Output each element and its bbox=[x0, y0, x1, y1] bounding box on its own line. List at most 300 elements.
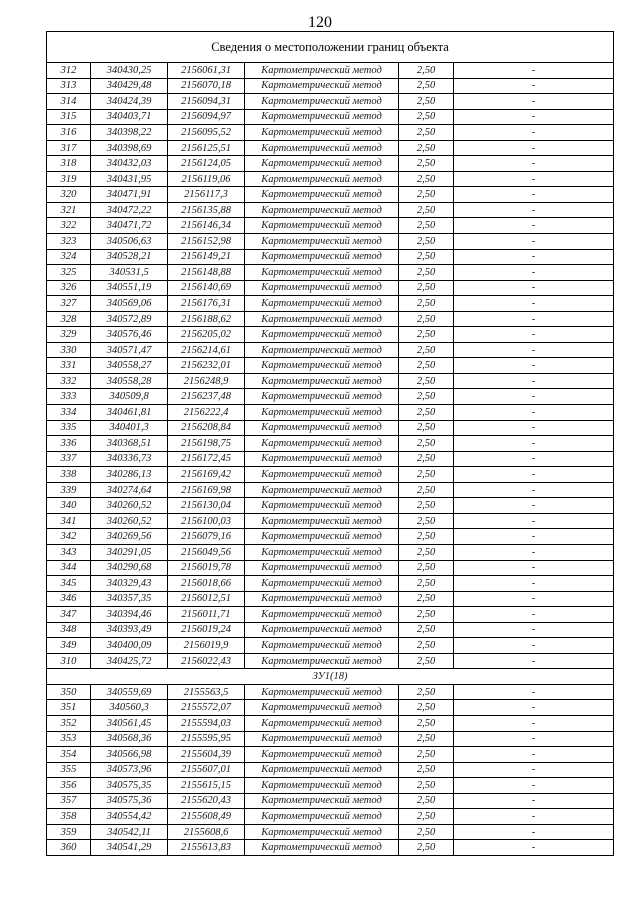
method-cell: Картометрический метод bbox=[245, 607, 399, 623]
table-row bbox=[47, 218, 614, 234]
note-cell: - bbox=[454, 793, 614, 809]
accuracy-cell: 2,50 bbox=[399, 171, 454, 187]
method-cell: Картометрический метод bbox=[245, 840, 399, 856]
y-coordinate-cell: 2156176,31 bbox=[168, 296, 245, 312]
point-number-cell: 312 bbox=[47, 63, 91, 79]
table-row bbox=[47, 140, 614, 156]
method-cell: Картометрический метод bbox=[245, 63, 399, 79]
note-cell: - bbox=[454, 420, 614, 436]
x-coordinate-cell: 340432,03 bbox=[91, 156, 168, 172]
table-row bbox=[47, 715, 614, 731]
point-number-cell: 358 bbox=[47, 809, 91, 825]
point-number-cell: 354 bbox=[47, 747, 91, 763]
note-cell: - bbox=[454, 78, 614, 94]
accuracy-cell: 2,50 bbox=[399, 560, 454, 576]
x-coordinate-cell: 340398,69 bbox=[91, 140, 168, 156]
accuracy-cell: 2,50 bbox=[399, 327, 454, 343]
note-cell: - bbox=[454, 482, 614, 498]
table-row bbox=[47, 684, 614, 700]
note-cell: - bbox=[454, 280, 614, 296]
x-coordinate-cell: 340531,5 bbox=[91, 265, 168, 281]
x-coordinate-cell: 340472,22 bbox=[91, 202, 168, 218]
y-coordinate-cell: 2156188,62 bbox=[168, 311, 245, 327]
x-coordinate-cell: 340528,21 bbox=[91, 249, 168, 265]
method-cell: Картометрический метод bbox=[245, 327, 399, 343]
table-row bbox=[47, 156, 614, 172]
point-number-cell: 321 bbox=[47, 202, 91, 218]
table-row bbox=[47, 467, 614, 483]
y-coordinate-cell: 2156148,88 bbox=[168, 265, 245, 281]
x-coordinate-cell: 340431,95 bbox=[91, 171, 168, 187]
note-cell: - bbox=[454, 560, 614, 576]
table-row bbox=[47, 576, 614, 592]
note-cell: - bbox=[454, 529, 614, 545]
point-number-cell: 359 bbox=[47, 824, 91, 840]
table-title: Сведения о местоположении границ объекта bbox=[47, 32, 614, 63]
method-cell: Картометрический метод bbox=[245, 311, 399, 327]
note-cell: - bbox=[454, 171, 614, 187]
y-coordinate-cell: 2156061,31 bbox=[168, 63, 245, 79]
method-cell: Картометрический метод bbox=[245, 684, 399, 700]
method-cell: Картометрический метод bbox=[245, 389, 399, 405]
table-row bbox=[47, 249, 614, 265]
y-coordinate-cell: 2156232,01 bbox=[168, 358, 245, 374]
x-coordinate-cell: 340471,72 bbox=[91, 218, 168, 234]
point-number-cell: 339 bbox=[47, 482, 91, 498]
accuracy-cell: 2,50 bbox=[399, 140, 454, 156]
point-number-cell: 353 bbox=[47, 731, 91, 747]
x-coordinate-cell: 340430,25 bbox=[91, 63, 168, 79]
note-cell: - bbox=[454, 544, 614, 560]
x-coordinate-cell: 340336,73 bbox=[91, 451, 168, 467]
y-coordinate-cell: 2155572,07 bbox=[168, 700, 245, 716]
accuracy-cell: 2,50 bbox=[399, 94, 454, 110]
note-cell: - bbox=[454, 653, 614, 669]
table-row bbox=[47, 529, 614, 545]
y-coordinate-cell: 2155595,95 bbox=[168, 731, 245, 747]
point-number-cell: 317 bbox=[47, 140, 91, 156]
point-number-cell: 313 bbox=[47, 78, 91, 94]
y-coordinate-cell: 2155608,6 bbox=[168, 824, 245, 840]
note-cell: - bbox=[454, 218, 614, 234]
method-cell: Картометрический метод bbox=[245, 234, 399, 250]
y-coordinate-cell: 2156095,52 bbox=[168, 125, 245, 141]
x-coordinate-cell: 340575,36 bbox=[91, 793, 168, 809]
y-coordinate-cell: 2155615,15 bbox=[168, 778, 245, 794]
point-number-cell: 318 bbox=[47, 156, 91, 172]
accuracy-cell: 2,50 bbox=[399, 187, 454, 203]
note-cell: - bbox=[454, 731, 614, 747]
method-cell: Картометрический метод bbox=[245, 451, 399, 467]
accuracy-cell: 2,50 bbox=[399, 762, 454, 778]
x-coordinate-cell: 340260,52 bbox=[91, 513, 168, 529]
accuracy-cell: 2,50 bbox=[399, 684, 454, 700]
table-row bbox=[47, 824, 614, 840]
method-cell: Картометрический метод bbox=[245, 513, 399, 529]
y-coordinate-cell: 2156018,66 bbox=[168, 576, 245, 592]
method-cell: Картометрический метод bbox=[245, 700, 399, 716]
accuracy-cell: 2,50 bbox=[399, 840, 454, 856]
method-cell: Картометрический метод bbox=[245, 265, 399, 281]
table-row bbox=[47, 498, 614, 514]
method-cell: Картометрический метод bbox=[245, 140, 399, 156]
note-cell: - bbox=[454, 638, 614, 654]
note-cell: - bbox=[454, 451, 614, 467]
note-cell: - bbox=[454, 467, 614, 483]
table-row bbox=[47, 607, 614, 623]
page-number: 120 bbox=[308, 14, 332, 31]
point-number-cell: 330 bbox=[47, 342, 91, 358]
method-cell: Картометрический метод bbox=[245, 171, 399, 187]
table-row bbox=[47, 78, 614, 94]
table-row bbox=[47, 63, 614, 79]
x-coordinate-cell: 340290,68 bbox=[91, 560, 168, 576]
point-number-cell: 335 bbox=[47, 420, 91, 436]
x-coordinate-cell: 340424,39 bbox=[91, 94, 168, 110]
table-row bbox=[47, 187, 614, 203]
x-coordinate-cell: 340425,72 bbox=[91, 653, 168, 669]
point-number-cell: 349 bbox=[47, 638, 91, 654]
x-coordinate-cell: 340429,48 bbox=[91, 78, 168, 94]
y-coordinate-cell: 2155563,5 bbox=[168, 684, 245, 700]
x-coordinate-cell: 340286,13 bbox=[91, 467, 168, 483]
method-cell: Картометрический метод bbox=[245, 280, 399, 296]
accuracy-cell: 2,50 bbox=[399, 125, 454, 141]
x-coordinate-cell: 340551,19 bbox=[91, 280, 168, 296]
accuracy-cell: 2,50 bbox=[399, 342, 454, 358]
y-coordinate-cell: 2156022,43 bbox=[168, 653, 245, 669]
y-coordinate-cell: 2156248,9 bbox=[168, 373, 245, 389]
accuracy-cell: 2,50 bbox=[399, 482, 454, 498]
point-number-cell: 341 bbox=[47, 513, 91, 529]
y-coordinate-cell: 2156125,51 bbox=[168, 140, 245, 156]
method-cell: Картометрический метод bbox=[245, 731, 399, 747]
method-cell: Картометрический метод bbox=[245, 187, 399, 203]
accuracy-cell: 2,50 bbox=[399, 451, 454, 467]
accuracy-cell: 2,50 bbox=[399, 156, 454, 172]
y-coordinate-cell: 2156019,24 bbox=[168, 622, 245, 638]
accuracy-cell: 2,50 bbox=[399, 809, 454, 825]
y-coordinate-cell: 2156198,75 bbox=[168, 436, 245, 452]
table-row bbox=[47, 420, 614, 436]
note-cell: - bbox=[454, 156, 614, 172]
point-number-cell: 360 bbox=[47, 840, 91, 856]
x-coordinate-cell: 340576,46 bbox=[91, 327, 168, 343]
y-coordinate-cell: 2156011,71 bbox=[168, 607, 245, 623]
table-row bbox=[47, 653, 614, 669]
note-cell: - bbox=[454, 63, 614, 79]
accuracy-cell: 2,50 bbox=[399, 513, 454, 529]
note-cell: - bbox=[454, 576, 614, 592]
note-cell: - bbox=[454, 715, 614, 731]
point-number-cell: 315 bbox=[47, 109, 91, 125]
point-number-cell: 357 bbox=[47, 793, 91, 809]
accuracy-cell: 2,50 bbox=[399, 311, 454, 327]
note-cell: - bbox=[454, 327, 614, 343]
method-cell: Картометрический метод bbox=[245, 78, 399, 94]
method-cell: Картометрический метод bbox=[245, 405, 399, 421]
method-cell: Картометрический метод bbox=[245, 109, 399, 125]
x-coordinate-cell: 340561,45 bbox=[91, 715, 168, 731]
table-row bbox=[47, 109, 614, 125]
note-cell: - bbox=[454, 591, 614, 607]
point-number-cell: 327 bbox=[47, 296, 91, 312]
x-coordinate-cell: 340541,29 bbox=[91, 840, 168, 856]
point-number-cell: 351 bbox=[47, 700, 91, 716]
point-number-cell: 340 bbox=[47, 498, 91, 514]
point-number-cell: 325 bbox=[47, 265, 91, 281]
x-coordinate-cell: 340568,36 bbox=[91, 731, 168, 747]
x-coordinate-cell: 340575,35 bbox=[91, 778, 168, 794]
y-coordinate-cell: 2156169,98 bbox=[168, 482, 245, 498]
table-row bbox=[47, 622, 614, 638]
method-cell: Картометрический метод bbox=[245, 156, 399, 172]
section-label: ЗУ1(18) bbox=[47, 669, 614, 685]
note-cell: - bbox=[454, 840, 614, 856]
y-coordinate-cell: 2156149,21 bbox=[168, 249, 245, 265]
x-coordinate-cell: 340461,81 bbox=[91, 405, 168, 421]
x-coordinate-cell: 340560,3 bbox=[91, 700, 168, 716]
method-cell: Картометрический метод bbox=[245, 420, 399, 436]
table-row bbox=[47, 638, 614, 654]
x-coordinate-cell: 340401,3 bbox=[91, 420, 168, 436]
y-coordinate-cell: 2156079,16 bbox=[168, 529, 245, 545]
accuracy-cell: 2,50 bbox=[399, 249, 454, 265]
method-cell: Картометрический метод bbox=[245, 218, 399, 234]
section-row bbox=[47, 669, 614, 685]
y-coordinate-cell: 2155620,43 bbox=[168, 793, 245, 809]
method-cell: Картометрический метод bbox=[245, 638, 399, 654]
method-cell: Картометрический метод bbox=[245, 747, 399, 763]
method-cell: Картометрический метод bbox=[245, 498, 399, 514]
point-number-cell: 343 bbox=[47, 544, 91, 560]
point-number-cell: 342 bbox=[47, 529, 91, 545]
accuracy-cell: 2,50 bbox=[399, 358, 454, 374]
table-row bbox=[47, 405, 614, 421]
x-coordinate-cell: 340559,69 bbox=[91, 684, 168, 700]
point-number-cell: 320 bbox=[47, 187, 91, 203]
accuracy-cell: 2,50 bbox=[399, 607, 454, 623]
note-cell: - bbox=[454, 125, 614, 141]
y-coordinate-cell: 2156237,48 bbox=[168, 389, 245, 405]
y-coordinate-cell: 2155608,49 bbox=[168, 809, 245, 825]
table-row bbox=[47, 311, 614, 327]
x-coordinate-cell: 340291,05 bbox=[91, 544, 168, 560]
y-coordinate-cell: 2156019,9 bbox=[168, 638, 245, 654]
note-cell: - bbox=[454, 405, 614, 421]
method-cell: Картометрический метод bbox=[245, 436, 399, 452]
method-cell: Картометрический метод bbox=[245, 793, 399, 809]
x-coordinate-cell: 340368,51 bbox=[91, 436, 168, 452]
accuracy-cell: 2,50 bbox=[399, 622, 454, 638]
method-cell: Картометрический метод bbox=[245, 373, 399, 389]
y-coordinate-cell: 2156146,34 bbox=[168, 218, 245, 234]
table-row bbox=[47, 202, 614, 218]
table-row bbox=[47, 778, 614, 794]
accuracy-cell: 2,50 bbox=[399, 778, 454, 794]
x-coordinate-cell: 340403,71 bbox=[91, 109, 168, 125]
table-row bbox=[47, 451, 614, 467]
accuracy-cell: 2,50 bbox=[399, 109, 454, 125]
table-row bbox=[47, 793, 614, 809]
note-cell: - bbox=[454, 622, 614, 638]
x-coordinate-cell: 340357,35 bbox=[91, 591, 168, 607]
x-coordinate-cell: 340509,8 bbox=[91, 389, 168, 405]
point-number-cell: 352 bbox=[47, 715, 91, 731]
y-coordinate-cell: 2156019,78 bbox=[168, 560, 245, 576]
y-coordinate-cell: 2156169,42 bbox=[168, 467, 245, 483]
point-number-cell: 310 bbox=[47, 653, 91, 669]
x-coordinate-cell: 340572,89 bbox=[91, 311, 168, 327]
point-number-cell: 329 bbox=[47, 327, 91, 343]
y-coordinate-cell: 2156124,05 bbox=[168, 156, 245, 172]
y-coordinate-cell: 2156205,02 bbox=[168, 327, 245, 343]
note-cell: - bbox=[454, 747, 614, 763]
note-cell: - bbox=[454, 265, 614, 281]
note-cell: - bbox=[454, 436, 614, 452]
accuracy-cell: 2,50 bbox=[399, 638, 454, 654]
accuracy-cell: 2,50 bbox=[399, 280, 454, 296]
note-cell: - bbox=[454, 109, 614, 125]
x-coordinate-cell: 340471,91 bbox=[91, 187, 168, 203]
note-cell: - bbox=[454, 607, 614, 623]
table-row bbox=[47, 358, 614, 374]
method-cell: Картометрический метод bbox=[245, 467, 399, 483]
accuracy-cell: 2,50 bbox=[399, 700, 454, 716]
method-cell: Картометрический метод bbox=[245, 778, 399, 794]
table-row bbox=[47, 373, 614, 389]
point-number-cell: 337 bbox=[47, 451, 91, 467]
point-number-cell: 350 bbox=[47, 684, 91, 700]
table-row bbox=[47, 544, 614, 560]
accuracy-cell: 2,50 bbox=[399, 467, 454, 483]
y-coordinate-cell: 2156094,31 bbox=[168, 94, 245, 110]
x-coordinate-cell: 340506,63 bbox=[91, 234, 168, 250]
y-coordinate-cell: 2156012,51 bbox=[168, 591, 245, 607]
method-cell: Картометрический метод bbox=[245, 576, 399, 592]
note-cell: - bbox=[454, 700, 614, 716]
note-cell: - bbox=[454, 234, 614, 250]
accuracy-cell: 2,50 bbox=[399, 653, 454, 669]
x-coordinate-cell: 340394,46 bbox=[91, 607, 168, 623]
point-number-cell: 316 bbox=[47, 125, 91, 141]
x-coordinate-cell: 340400,09 bbox=[91, 638, 168, 654]
y-coordinate-cell: 2156117,3 bbox=[168, 187, 245, 203]
method-cell: Картометрический метод bbox=[245, 358, 399, 374]
table-row bbox=[47, 171, 614, 187]
point-number-cell: 319 bbox=[47, 171, 91, 187]
boundary-table bbox=[46, 31, 614, 856]
y-coordinate-cell: 2156094,97 bbox=[168, 109, 245, 125]
accuracy-cell: 2,50 bbox=[399, 405, 454, 421]
y-coordinate-cell: 2156100,03 bbox=[168, 513, 245, 529]
x-coordinate-cell: 340274,64 bbox=[91, 482, 168, 498]
note-cell: - bbox=[454, 389, 614, 405]
table-row bbox=[47, 234, 614, 250]
table-row bbox=[47, 125, 614, 141]
x-coordinate-cell: 340393,49 bbox=[91, 622, 168, 638]
method-cell: Картометрический метод bbox=[245, 529, 399, 545]
table-row bbox=[47, 436, 614, 452]
point-number-cell: 326 bbox=[47, 280, 91, 296]
accuracy-cell: 2,50 bbox=[399, 747, 454, 763]
y-coordinate-cell: 2156214,61 bbox=[168, 342, 245, 358]
x-coordinate-cell: 340554,42 bbox=[91, 809, 168, 825]
x-coordinate-cell: 340398,22 bbox=[91, 125, 168, 141]
point-number-cell: 336 bbox=[47, 436, 91, 452]
method-cell: Картометрический метод bbox=[245, 653, 399, 669]
table-row bbox=[47, 280, 614, 296]
note-cell: - bbox=[454, 187, 614, 203]
accuracy-cell: 2,50 bbox=[399, 234, 454, 250]
accuracy-cell: 2,50 bbox=[399, 202, 454, 218]
accuracy-cell: 2,50 bbox=[399, 373, 454, 389]
y-coordinate-cell: 2156140,69 bbox=[168, 280, 245, 296]
accuracy-cell: 2,50 bbox=[399, 436, 454, 452]
note-cell: - bbox=[454, 94, 614, 110]
x-coordinate-cell: 340269,56 bbox=[91, 529, 168, 545]
point-number-cell: 344 bbox=[47, 560, 91, 576]
x-coordinate-cell: 340558,28 bbox=[91, 373, 168, 389]
note-cell: - bbox=[454, 296, 614, 312]
method-cell: Картометрический метод bbox=[245, 762, 399, 778]
method-cell: Картометрический метод bbox=[245, 296, 399, 312]
x-coordinate-cell: 340542,11 bbox=[91, 824, 168, 840]
note-cell: - bbox=[454, 342, 614, 358]
x-coordinate-cell: 340558,27 bbox=[91, 358, 168, 374]
accuracy-cell: 2,50 bbox=[399, 544, 454, 560]
y-coordinate-cell: 2156070,18 bbox=[168, 78, 245, 94]
method-cell: Картометрический метод bbox=[245, 202, 399, 218]
table-row bbox=[47, 94, 614, 110]
point-number-cell: 332 bbox=[47, 373, 91, 389]
point-number-cell: 314 bbox=[47, 94, 91, 110]
note-cell: - bbox=[454, 140, 614, 156]
accuracy-cell: 2,50 bbox=[399, 498, 454, 514]
table-row bbox=[47, 296, 614, 312]
accuracy-cell: 2,50 bbox=[399, 793, 454, 809]
table-row bbox=[47, 762, 614, 778]
method-cell: Картометрический метод bbox=[245, 125, 399, 141]
point-number-cell: 345 bbox=[47, 576, 91, 592]
point-number-cell: 333 bbox=[47, 389, 91, 405]
x-coordinate-cell: 340571,47 bbox=[91, 342, 168, 358]
table-row bbox=[47, 342, 614, 358]
accuracy-cell: 2,50 bbox=[399, 218, 454, 234]
accuracy-cell: 2,50 bbox=[399, 529, 454, 545]
point-number-cell: 356 bbox=[47, 778, 91, 794]
method-cell: Картометрический метод bbox=[245, 249, 399, 265]
accuracy-cell: 2,50 bbox=[399, 715, 454, 731]
y-coordinate-cell: 2155607,01 bbox=[168, 762, 245, 778]
x-coordinate-cell: 340566,98 bbox=[91, 747, 168, 763]
x-coordinate-cell: 340573,96 bbox=[91, 762, 168, 778]
method-cell: Картометрический метод bbox=[245, 622, 399, 638]
y-coordinate-cell: 2155604,39 bbox=[168, 747, 245, 763]
table-row bbox=[47, 513, 614, 529]
point-number-cell: 338 bbox=[47, 467, 91, 483]
point-number-cell: 346 bbox=[47, 591, 91, 607]
accuracy-cell: 2,50 bbox=[399, 576, 454, 592]
note-cell: - bbox=[454, 513, 614, 529]
y-coordinate-cell: 2156049,56 bbox=[168, 544, 245, 560]
accuracy-cell: 2,50 bbox=[399, 824, 454, 840]
y-coordinate-cell: 2155594,03 bbox=[168, 715, 245, 731]
y-coordinate-cell: 2156135,88 bbox=[168, 202, 245, 218]
note-cell: - bbox=[454, 498, 614, 514]
table-row bbox=[47, 747, 614, 763]
table-row bbox=[47, 327, 614, 343]
